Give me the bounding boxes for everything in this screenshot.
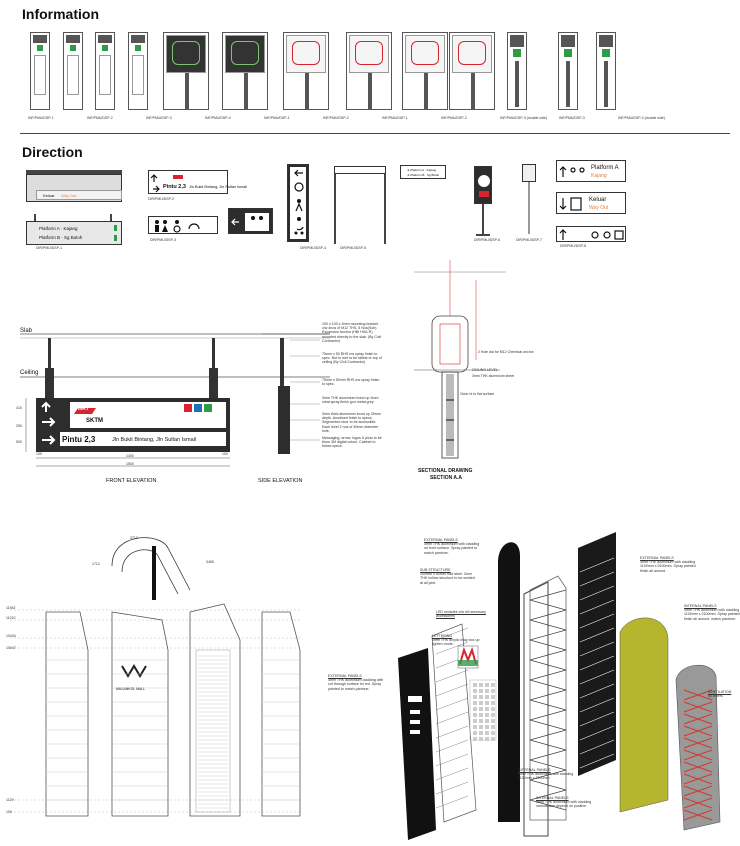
dim-upper: 250 [16, 424, 22, 428]
pylon-callout: EXTERNAL PANELS 3mm THK aluminium with cladding on front surface. Spray painted to match pantone. [424, 538, 480, 555]
information-caption: INF/PMU/DSP-4 [205, 116, 231, 120]
way-out-panel-label: Way Out [589, 205, 609, 211]
pylon-callout: EXTERNAL PANELS 3mm THK aluminium with cladding 1100mm x 5100mm. Spray painted finish all around. [640, 556, 696, 573]
direction-caption: DIR/PMU/DSP-3 [150, 238, 177, 242]
section-subtitle: SECTION A.A [430, 475, 463, 481]
direction-caption: DIR/PMU/DSP-7 [516, 238, 543, 242]
pylon-dimension: 11210 [6, 616, 16, 620]
front-elevation-title: FRONT ELEVATION [106, 478, 157, 484]
pylon-callout: EXTERNAL PANELS 3mm THK aluminium cladding with cut through surface for led. Spray painted to match pantone. [328, 674, 384, 691]
front-pintu-label: Pintu 2,3 [62, 435, 96, 444]
side-elevation-title: SIDE ELEVATION [258, 478, 303, 484]
pylon-callout: LETTERING 5mm THK acrylic inlay box up lighten mode. [432, 634, 480, 647]
information-caption: INF/PMU/DSP-2 [441, 116, 467, 120]
information-caption: INF/PMU/DSP-2 [87, 116, 113, 120]
pylon-dimension: 10047 [6, 646, 16, 650]
way-out-label: Way Out [61, 193, 77, 198]
pylon-callout: LED modules c/w all necessary accessories [436, 610, 486, 619]
section-title: SECTIONAL DRAWING [418, 468, 473, 474]
side-elevation-note: 75mm x 50mm RHS ms spray finish to spec. [322, 378, 380, 387]
dim-lower: 500 [16, 440, 22, 444]
side-elevation-note: 100 x 100 x 5mm mounting bracket c/w 4nos of M12 THS, 5 Nos(Sub) Expansion Anchor (Hilti HSA-R) mounted directly to the slab. (By Civil Contractor) [322, 322, 382, 343]
street-label: Jln Bukit Bintang, Jln Sultan Ismail [189, 185, 248, 189]
side-elevation-note: 3mm thick aluminium bond up 35mm depth. Anodised finish to specs. Segmented door to be accessible. Each level 2 nos of 40mm diameter hole. [322, 412, 381, 433]
pylon-dimension: 1712 [92, 562, 100, 566]
pylon-callout: INTERNAL PANELS 3mm THK aluminium with cladding 1100mm x 2100mm. Spray painted finish all around. match pantone. [684, 604, 740, 621]
ceiling-label: Ceiling [20, 370, 39, 376]
keluar-panel-label: Keluar [589, 197, 607, 203]
information-caption: INF/PMU/DSP-3 (double side) [618, 116, 665, 120]
information-caption: INF/PMU/DSP-3 [146, 116, 172, 120]
side-elevation-note: 75mm x 50 RHS ms spray finish to spec. Not to met to be tallest or top of ceiling (By Civil Contractor) [322, 352, 382, 365]
section-note-sheet: 3mm THK aluminium sheet [472, 374, 515, 378]
direction-caption: DIR/PMU/DSP-2 [148, 197, 175, 201]
keluar-label: Keluar [43, 193, 55, 198]
direction-caption: DIR/PMU/DSP-1 [36, 246, 63, 250]
pylon-callout: SUB STRUCTURE 100mm x 50mm mild steel. 3mm THK hollow structure to be welded at all joint. [420, 568, 475, 585]
section-note-ceiling: CEILING LEVEL [472, 368, 498, 372]
direction-caption: DIR/PMU/DSP-4 [300, 246, 327, 250]
pylon-dimension: 11942 [6, 606, 16, 610]
information-caption: INF/PMU/DSP-3 [559, 116, 585, 120]
direction-heading: Direction [22, 144, 83, 160]
information-caption: INF/PMU/DSP-3 (double side) [500, 116, 547, 120]
pylon-dimension: 1129 [6, 798, 14, 802]
kajang-label: Kajang [591, 173, 607, 179]
direction-caption: DIR/PMU/DSP-8 [560, 244, 587, 248]
slab-label: Slab [20, 328, 33, 334]
side-elevation-note: Messaging, arrow, logos & picto to be 6mm 3M digital cutout. Cabinet to follow specs. [322, 436, 382, 449]
section-note-anchor: 2 Hole dia for M12 Chemical anchor [478, 350, 534, 354]
pylon-dimension: 10434 [6, 634, 16, 638]
direction-caption: DIR/PMU/DSP-5 [340, 246, 367, 250]
pintu-label: Pintu 2,3 [163, 184, 186, 190]
front-street-label: Jln Bukit Bintang, Jln Sultan Ismail [112, 437, 197, 443]
information-heading: Information [22, 6, 99, 22]
section-note-clear: Clear ht to flat surface [460, 392, 495, 396]
dim-overall: 1500 [126, 462, 134, 466]
information-caption: INF/PMU/DSP-2 [323, 116, 349, 120]
pylon-dimension: 3713 [130, 536, 138, 540]
pylon-dimension: 100 [6, 810, 12, 814]
dim-right: 100 [222, 452, 228, 456]
information-caption: INF/PMU/DSP-1 [382, 116, 408, 120]
pylon-dimension: 3465 [206, 560, 214, 564]
platform-a-kajang-label: Platform A · Kajang [39, 226, 78, 231]
pylon-callout: INTERNAL PANELS 3mm THK aluminium with cladding 1100mm x 2250mm [518, 768, 574, 781]
pylon-callout: VENTILATION by others [708, 690, 732, 699]
pylon-callout: INTERNAL PANELS 3mm THK aluminium with cladding various size depend on position [536, 796, 592, 809]
side-elevation-note: 3mm THK aluminium bond up 3mm cleat spray finish gun metal grey. [322, 396, 379, 405]
platform-b-sg-buloh-label: Platform B · Sg Buloh [39, 235, 83, 240]
pylon-brand-label: MULANKOL MALL [116, 687, 146, 691]
direction-caption: DIR/PMU/DSP-6 [474, 238, 501, 242]
mrt-logo-label: MRT [78, 406, 89, 412]
information-caption: INF/PMU/DSP-1 [264, 116, 290, 120]
dim-left: 100 [36, 452, 42, 456]
sktm-logo-label: SKTM [86, 418, 103, 424]
dim-inner: 1300 [126, 454, 134, 458]
information-caption: INF/PMU/DSP-1 [28, 116, 54, 120]
platform-a-label: Platform A [591, 165, 619, 171]
dim-height: 410 [16, 406, 22, 410]
